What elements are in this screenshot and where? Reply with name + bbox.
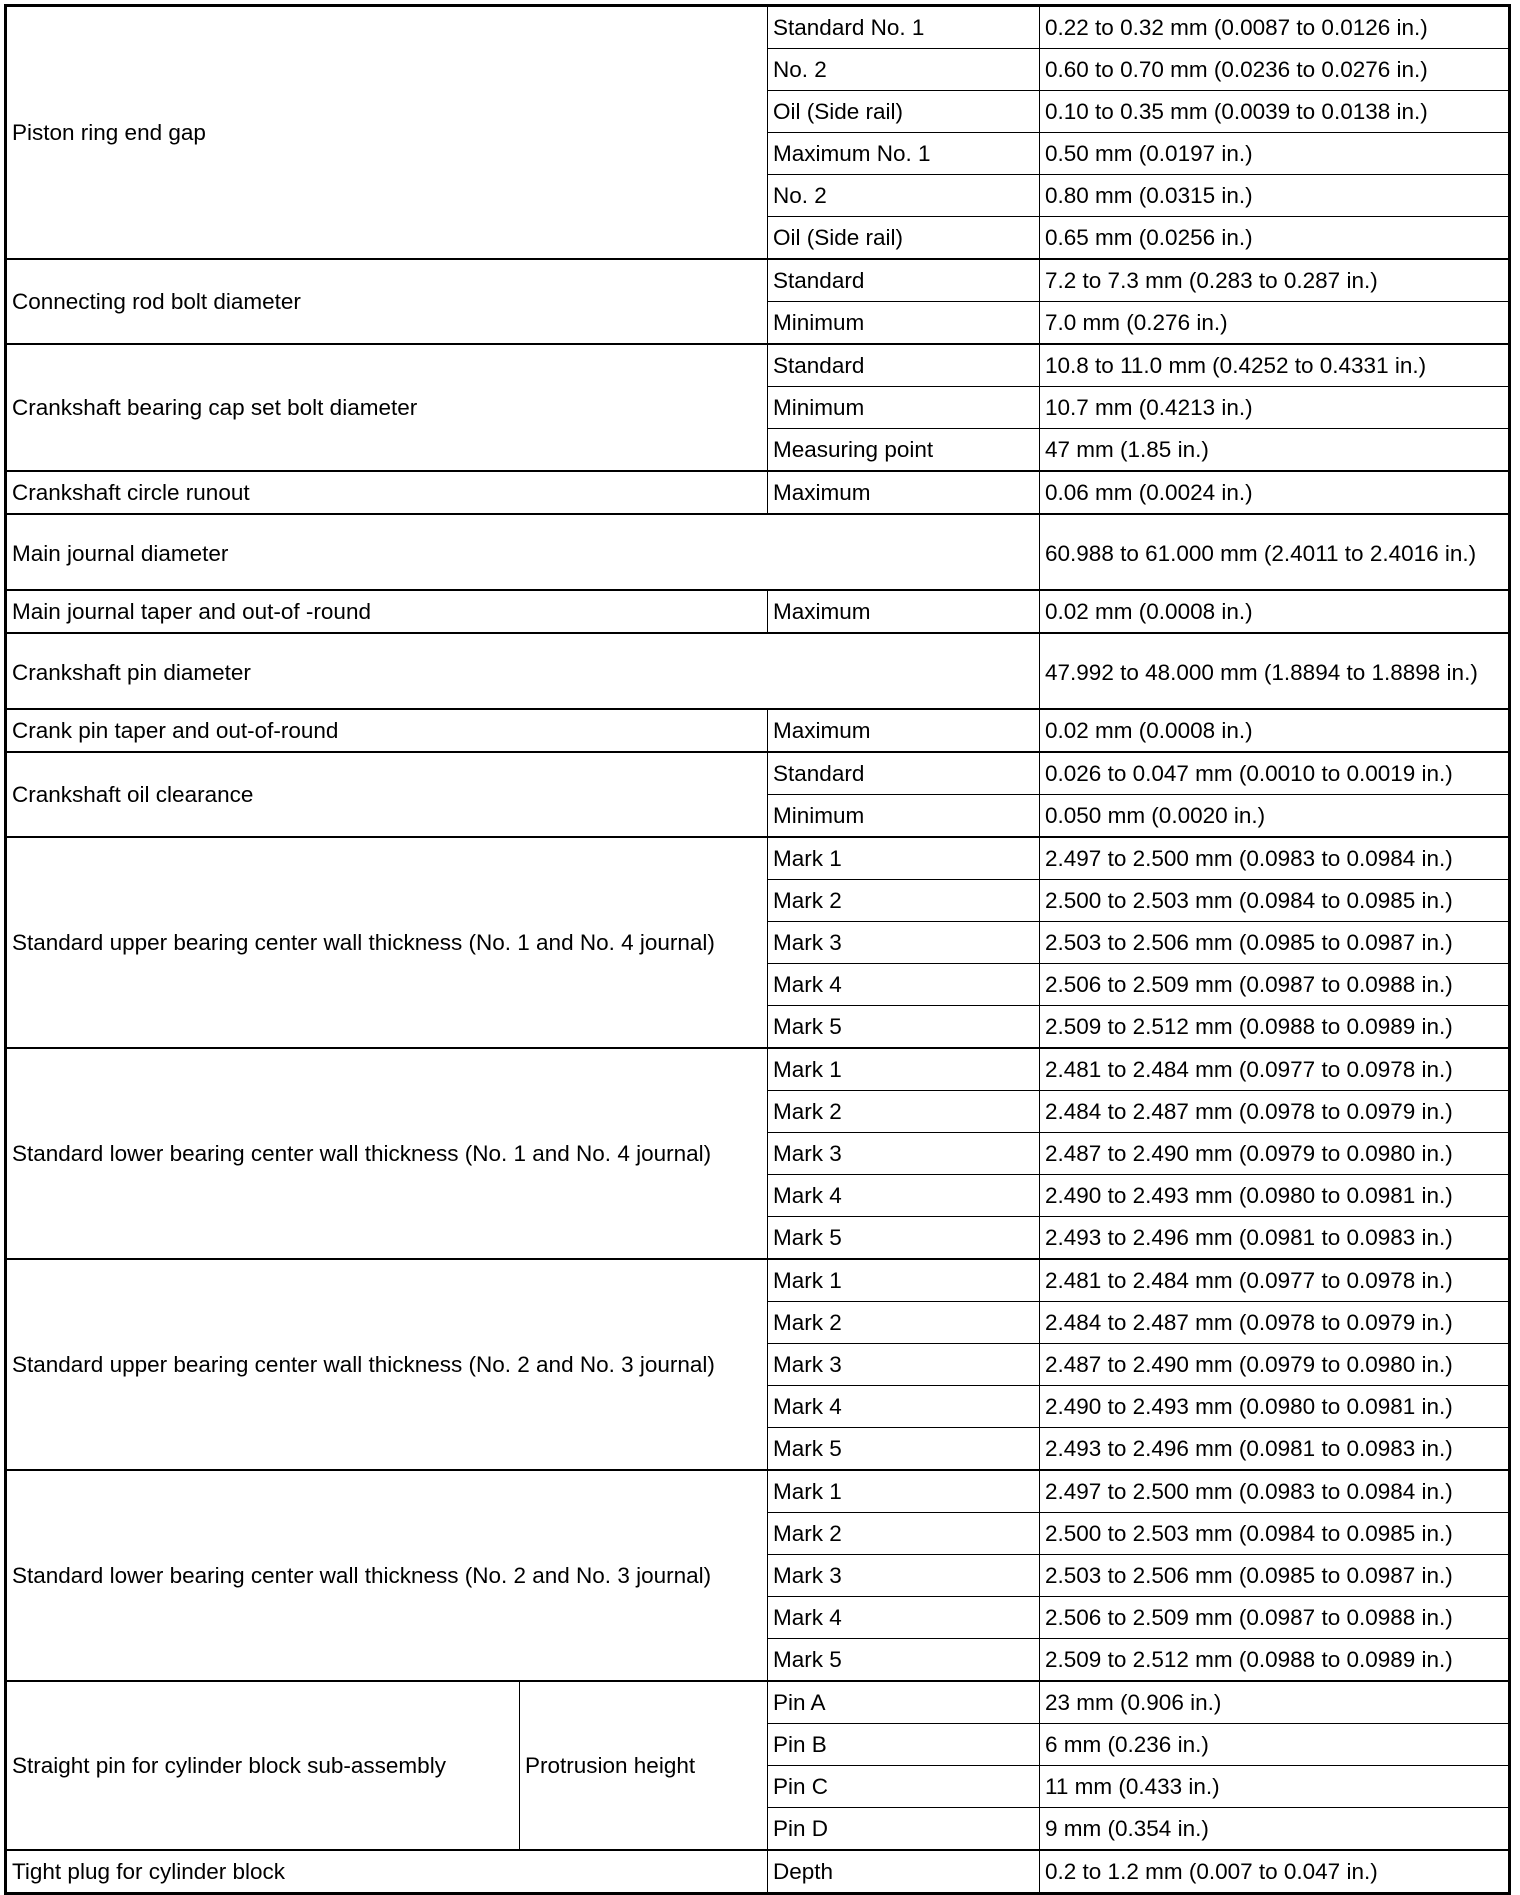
table-row	[6, 6, 1510, 49]
condition-cell: Maximum No. 1	[768, 133, 1040, 175]
value-cell: 0.10 to 0.35 mm (0.0039 to 0.0138 in.)	[1040, 91, 1510, 133]
value-cell: 47.992 to 48.000 mm (1.8894 to 1.8898 in.)	[1040, 633, 1510, 709]
value-cell: 2.503 to 2.506 mm (0.0985 to 0.0987 in.)	[1040, 1555, 1510, 1597]
value-cell: 2.484 to 2.487 mm (0.0978 to 0.0979 in.)	[1040, 1091, 1510, 1133]
value-cell: 7.2 to 7.3 mm (0.283 to 0.287 in.)	[1040, 259, 1510, 302]
condition-cell: Mark 1	[768, 837, 1040, 880]
table-row	[6, 1259, 1510, 1302]
condition-cell: No. 2	[768, 175, 1040, 217]
value-cell: 2.490 to 2.493 mm (0.0980 to 0.0981 in.)	[1040, 1175, 1510, 1217]
value-cell: 0.2 to 1.2 mm (0.007 to 0.047 in.)	[1040, 1850, 1510, 1894]
condition-cell: Minimum	[768, 302, 1040, 345]
value-cell: 2.497 to 2.500 mm (0.0983 to 0.0984 in.)	[1040, 837, 1510, 880]
table-row	[6, 1850, 1510, 1894]
condition-cell: Mark 1	[768, 1048, 1040, 1091]
condition-cell: Mark 3	[768, 1133, 1040, 1175]
item-label: Crankshaft bearing cap set bolt diameter	[6, 344, 768, 471]
item-label: Crankshaft circle runout	[6, 471, 768, 514]
value-cell: 10.7 mm (0.4213 in.)	[1040, 387, 1510, 429]
value-cell: 0.50 mm (0.0197 in.)	[1040, 133, 1510, 175]
value-cell: 2.484 to 2.487 mm (0.0978 to 0.0979 in.)	[1040, 1302, 1510, 1344]
table-row	[6, 471, 1510, 514]
condition-cell: Standard	[768, 259, 1040, 302]
value-cell: 11 mm (0.433 in.)	[1040, 1766, 1510, 1808]
condition-cell: Mark 4	[768, 964, 1040, 1006]
condition-cell: Minimum	[768, 387, 1040, 429]
condition-cell: Mark 2	[768, 1302, 1040, 1344]
item-label: Main journal taper and out-of -round	[6, 590, 768, 633]
condition-cell: Mark 5	[768, 1639, 1040, 1682]
value-cell: 2.506 to 2.509 mm (0.0987 to 0.0988 in.)	[1040, 964, 1510, 1006]
item-label: Connecting rod bolt diameter	[6, 259, 768, 344]
condition-cell: Pin C	[768, 1766, 1040, 1808]
table-row	[6, 837, 1510, 880]
item-label: Standard upper bearing center wall thickness (No. 2 and No. 3 journal)	[6, 1259, 768, 1470]
value-cell: 2.509 to 2.512 mm (0.0988 to 0.0989 in.)	[1040, 1006, 1510, 1049]
table-row	[6, 1048, 1510, 1091]
condition-cell: Mark 3	[768, 922, 1040, 964]
value-cell: 60.988 to 61.000 mm (2.4011 to 2.4016 in.)	[1040, 514, 1510, 590]
item-label: Straight pin for cylinder block sub-assembly	[6, 1681, 520, 1850]
condition-cell: Mark 1	[768, 1259, 1040, 1302]
value-cell: 2.487 to 2.490 mm (0.0979 to 0.0980 in.)	[1040, 1344, 1510, 1386]
value-cell: 23 mm (0.906 in.)	[1040, 1681, 1510, 1724]
value-cell: 2.481 to 2.484 mm (0.0977 to 0.0978 in.)	[1040, 1048, 1510, 1091]
condition-cell: Pin D	[768, 1808, 1040, 1851]
condition-cell: Pin B	[768, 1724, 1040, 1766]
condition-cell: Maximum	[768, 709, 1040, 752]
value-cell: 10.8 to 11.0 mm (0.4252 to 0.4331 in.)	[1040, 344, 1510, 387]
condition-cell: Mark 4	[768, 1175, 1040, 1217]
table-row	[6, 259, 1510, 302]
table-row	[6, 633, 1510, 709]
table-row	[6, 514, 1510, 590]
item-label: Crankshaft oil clearance	[6, 752, 768, 837]
value-cell: 0.02 mm (0.0008 in.)	[1040, 709, 1510, 752]
value-cell: 9 mm (0.354 in.)	[1040, 1808, 1510, 1851]
condition-cell: Mark 2	[768, 1513, 1040, 1555]
item-label: Main journal diameter	[6, 514, 1040, 590]
value-cell: 2.506 to 2.509 mm (0.0987 to 0.0988 in.)	[1040, 1597, 1510, 1639]
item-label: Piston ring end gap	[6, 6, 768, 260]
item-label: Standard lower bearing center wall thickness (No. 2 and No. 3 journal)	[6, 1470, 768, 1681]
value-cell: 0.02 mm (0.0008 in.)	[1040, 590, 1510, 633]
table-row	[6, 752, 1510, 795]
value-cell: 0.06 mm (0.0024 in.)	[1040, 471, 1510, 514]
table-row	[6, 1470, 1510, 1513]
value-cell: 2.500 to 2.503 mm (0.0984 to 0.0985 in.)	[1040, 1513, 1510, 1555]
condition-cell: Standard	[768, 752, 1040, 795]
condition-cell: Mark 3	[768, 1555, 1040, 1597]
value-cell: 0.22 to 0.32 mm (0.0087 to 0.0126 in.)	[1040, 6, 1510, 49]
condition-cell: Minimum	[768, 795, 1040, 838]
value-cell: 0.65 mm (0.0256 in.)	[1040, 217, 1510, 260]
value-cell: 2.493 to 2.496 mm (0.0981 to 0.0983 in.)	[1040, 1428, 1510, 1471]
condition-cell: Standard No. 1	[768, 6, 1040, 49]
condition-cell: Mark 5	[768, 1217, 1040, 1260]
value-cell: 7.0 mm (0.276 in.)	[1040, 302, 1510, 345]
condition-cell: Mark 2	[768, 880, 1040, 922]
condition-cell: Mark 1	[768, 1470, 1040, 1513]
value-cell: 2.493 to 2.496 mm (0.0981 to 0.0983 in.)	[1040, 1217, 1510, 1260]
item-label: Standard lower bearing center wall thickness (No. 1 and No. 4 journal)	[6, 1048, 768, 1259]
value-cell: 2.509 to 2.512 mm (0.0988 to 0.0989 in.)	[1040, 1639, 1510, 1682]
condition-cell: Mark 2	[768, 1091, 1040, 1133]
condition-cell: Maximum	[768, 590, 1040, 633]
value-cell: 47 mm (1.85 in.)	[1040, 429, 1510, 472]
value-cell: 0.026 to 0.047 mm (0.0010 to 0.0019 in.)	[1040, 752, 1510, 795]
table-row	[6, 1681, 1510, 1724]
condition-cell: Standard	[768, 344, 1040, 387]
condition-cell: Mark 4	[768, 1386, 1040, 1428]
sub-item-label: Protrusion height	[520, 1681, 768, 1850]
condition-cell: Mark 4	[768, 1597, 1040, 1639]
condition-cell: Depth	[768, 1850, 1040, 1894]
condition-cell: Oil (Side rail)	[768, 91, 1040, 133]
value-cell: 2.500 to 2.503 mm (0.0984 to 0.0985 in.)	[1040, 880, 1510, 922]
condition-cell: Mark 5	[768, 1006, 1040, 1049]
table-row	[6, 709, 1510, 752]
condition-cell: Oil (Side rail)	[768, 217, 1040, 260]
condition-cell: Maximum	[768, 471, 1040, 514]
item-label: Tight plug for cylinder block	[6, 1850, 768, 1894]
condition-cell: No. 2	[768, 49, 1040, 91]
item-label: Crankshaft pin diameter	[6, 633, 1040, 709]
specification-table	[4, 4, 1511, 1895]
value-cell: 0.80 mm (0.0315 in.)	[1040, 175, 1510, 217]
value-cell: 0.050 mm (0.0020 in.)	[1040, 795, 1510, 838]
condition-cell: Mark 5	[768, 1428, 1040, 1471]
value-cell: 2.490 to 2.493 mm (0.0980 to 0.0981 in.)	[1040, 1386, 1510, 1428]
value-cell: 2.481 to 2.484 mm (0.0977 to 0.0978 in.)	[1040, 1259, 1510, 1302]
value-cell: 2.503 to 2.506 mm (0.0985 to 0.0987 in.)	[1040, 922, 1510, 964]
value-cell: 6 mm (0.236 in.)	[1040, 1724, 1510, 1766]
condition-cell: Mark 3	[768, 1344, 1040, 1386]
table-row	[6, 590, 1510, 633]
table-row	[6, 344, 1510, 387]
value-cell: 0.60 to 0.70 mm (0.0236 to 0.0276 in.)	[1040, 49, 1510, 91]
condition-cell: Measuring point	[768, 429, 1040, 472]
value-cell: 2.497 to 2.500 mm (0.0983 to 0.0984 in.)	[1040, 1470, 1510, 1513]
condition-cell: Pin A	[768, 1681, 1040, 1724]
item-label: Standard upper bearing center wall thickness (No. 1 and No. 4 journal)	[6, 837, 768, 1048]
value-cell: 2.487 to 2.490 mm (0.0979 to 0.0980 in.)	[1040, 1133, 1510, 1175]
item-label: Crank pin taper and out-of-round	[6, 709, 768, 752]
